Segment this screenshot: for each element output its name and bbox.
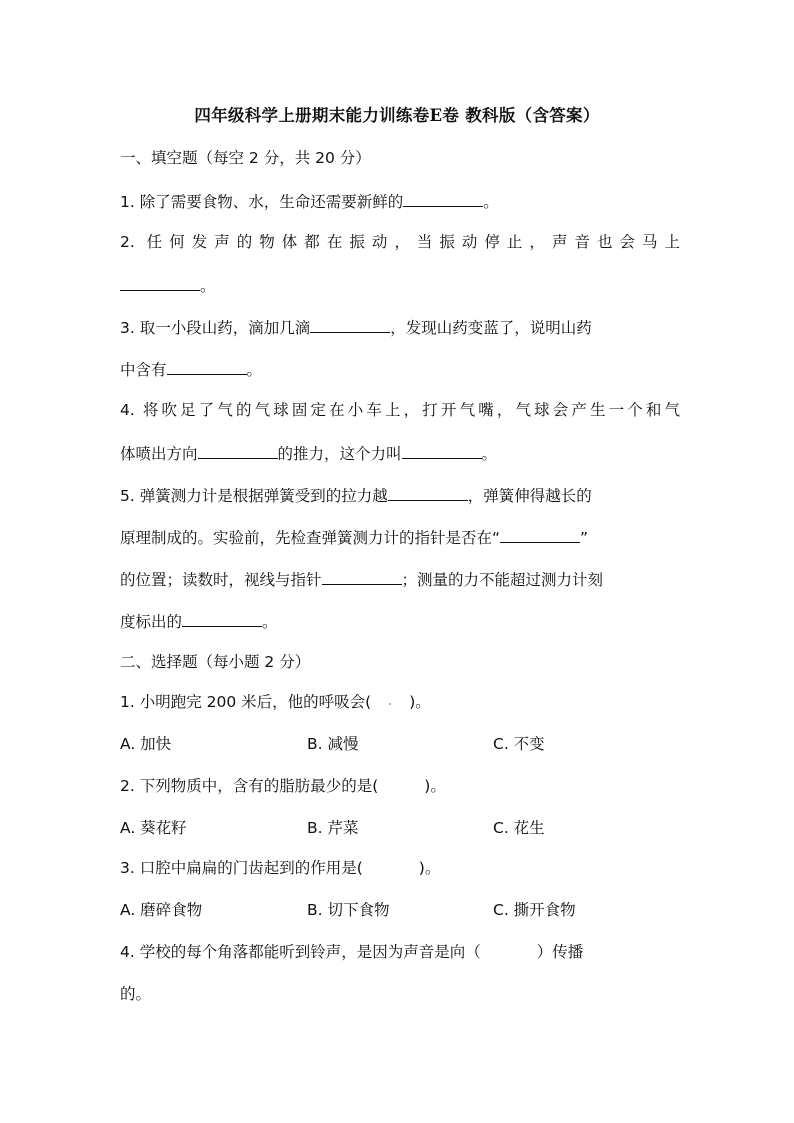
question-text: 2. 下列物质中，含有的脂肪最少的是( bbox=[120, 777, 379, 795]
fill-question-1 bbox=[120, 188, 680, 214]
question-text: 的位置；读数时，视线与指针 bbox=[120, 571, 322, 589]
answer-blank[interactable] bbox=[402, 440, 482, 459]
question-text: 中含有 bbox=[120, 361, 167, 379]
question-text: ” bbox=[580, 529, 589, 547]
question-text: 3. 口腔中扁扁的门齿起到的作用是( bbox=[120, 859, 363, 877]
question-text: 1. 小明跑完 200 米后，他的呼吸会( bbox=[120, 693, 372, 711]
option-a[interactable]: A. 加快 bbox=[120, 735, 172, 753]
answer-blank[interactable] bbox=[198, 440, 278, 459]
exam-title: 四年级科学上册期末能力训练卷E卷 教科版（含答案） bbox=[194, 106, 600, 125]
fill-question-5-line3 bbox=[120, 566, 680, 592]
question-text: 。 bbox=[262, 613, 278, 631]
option-a[interactable]: A. 葵花籽 bbox=[120, 819, 187, 837]
question-text: 度标出的 bbox=[120, 613, 183, 631]
option-c[interactable]: C. 花生 bbox=[493, 819, 545, 837]
answer-blank[interactable] bbox=[182, 608, 262, 627]
answer-slot[interactable] bbox=[371, 690, 409, 714]
question-text: ，发现山药变蓝了，说明山药 bbox=[390, 319, 592, 337]
fill-question-5 bbox=[120, 482, 680, 508]
answer-blank[interactable] bbox=[310, 314, 390, 333]
question-text: 4. 学校的每个角落都能听到铃声，是因为声音是向（ bbox=[120, 943, 481, 961]
choice-question-2 bbox=[120, 774, 680, 798]
question-text: 5. 弹簧测力计是根据弹簧受到的拉力越 bbox=[120, 487, 388, 505]
section2-heading: 二、选择题（每小题 2 分） bbox=[120, 653, 311, 671]
question-text: )。 bbox=[409, 693, 431, 711]
option-c[interactable]: C. 不变 bbox=[493, 735, 545, 753]
choice-question-1 bbox=[120, 690, 680, 714]
question-text: )。 bbox=[418, 859, 441, 877]
fill-question-3-cont bbox=[120, 356, 680, 382]
option-b[interactable]: B. 减慢 bbox=[307, 735, 359, 753]
question-text: )。 bbox=[424, 777, 446, 795]
option-a[interactable]: A. 磨碎食物 bbox=[120, 901, 203, 919]
choice-question-4 bbox=[120, 940, 680, 964]
option-c[interactable]: C. 撕开食物 bbox=[493, 901, 576, 919]
fill-question-3 bbox=[120, 314, 680, 340]
question-text: 。 bbox=[483, 193, 499, 211]
question-text: 。 bbox=[200, 277, 216, 295]
fill-question-2-cont bbox=[120, 272, 680, 298]
option-b[interactable]: B. 芹菜 bbox=[307, 819, 359, 837]
fill-question-5-line2 bbox=[120, 524, 680, 550]
question-text: 3. 取一小段山药，滴加几滴 bbox=[120, 319, 311, 337]
mark-dot bbox=[389, 703, 391, 705]
question-text: 1. 除了需要食物、水，生命还需要新鲜的 bbox=[120, 193, 404, 211]
answer-blank[interactable] bbox=[403, 188, 483, 207]
answer-blank[interactable] bbox=[500, 524, 580, 543]
fill-question-2: 2. 任何发声的物体都在振动，当振动停止，声音也会马上 bbox=[120, 233, 680, 251]
question-text: 体喷出方向 bbox=[120, 445, 198, 463]
answer-blank[interactable] bbox=[322, 566, 402, 585]
fill-question-4: 4. 将吹足了气的气球固定在小车上，打开气嘴，气球会产生一个和气 bbox=[120, 401, 680, 419]
question-text: ；测量的力不能超过测力计刻 bbox=[401, 571, 604, 589]
fill-question-4-cont bbox=[120, 440, 680, 466]
answer-blank[interactable] bbox=[388, 482, 468, 501]
option-b[interactable]: B. 切下食物 bbox=[307, 901, 390, 919]
question-text: 的推力，这个力叫 bbox=[277, 445, 402, 463]
question-text: 原理制成的。实验前，先检查弹簧测力计的指针是否在“ bbox=[120, 529, 501, 547]
question-text: ，弹簧伸得越长的 bbox=[467, 487, 592, 505]
question-text: 。 bbox=[481, 445, 498, 463]
section1-heading: 一、填空题（每空 2 分，共 20 分） bbox=[120, 149, 371, 167]
answer-blank[interactable] bbox=[120, 272, 200, 291]
fill-question-5-line4 bbox=[120, 608, 680, 634]
choice-question-3 bbox=[120, 856, 680, 880]
choice-question-4-cont: 的。 bbox=[120, 985, 152, 1003]
answer-blank[interactable] bbox=[167, 356, 247, 375]
question-text: ）传播 bbox=[536, 943, 584, 961]
question-text: 。 bbox=[246, 361, 263, 379]
